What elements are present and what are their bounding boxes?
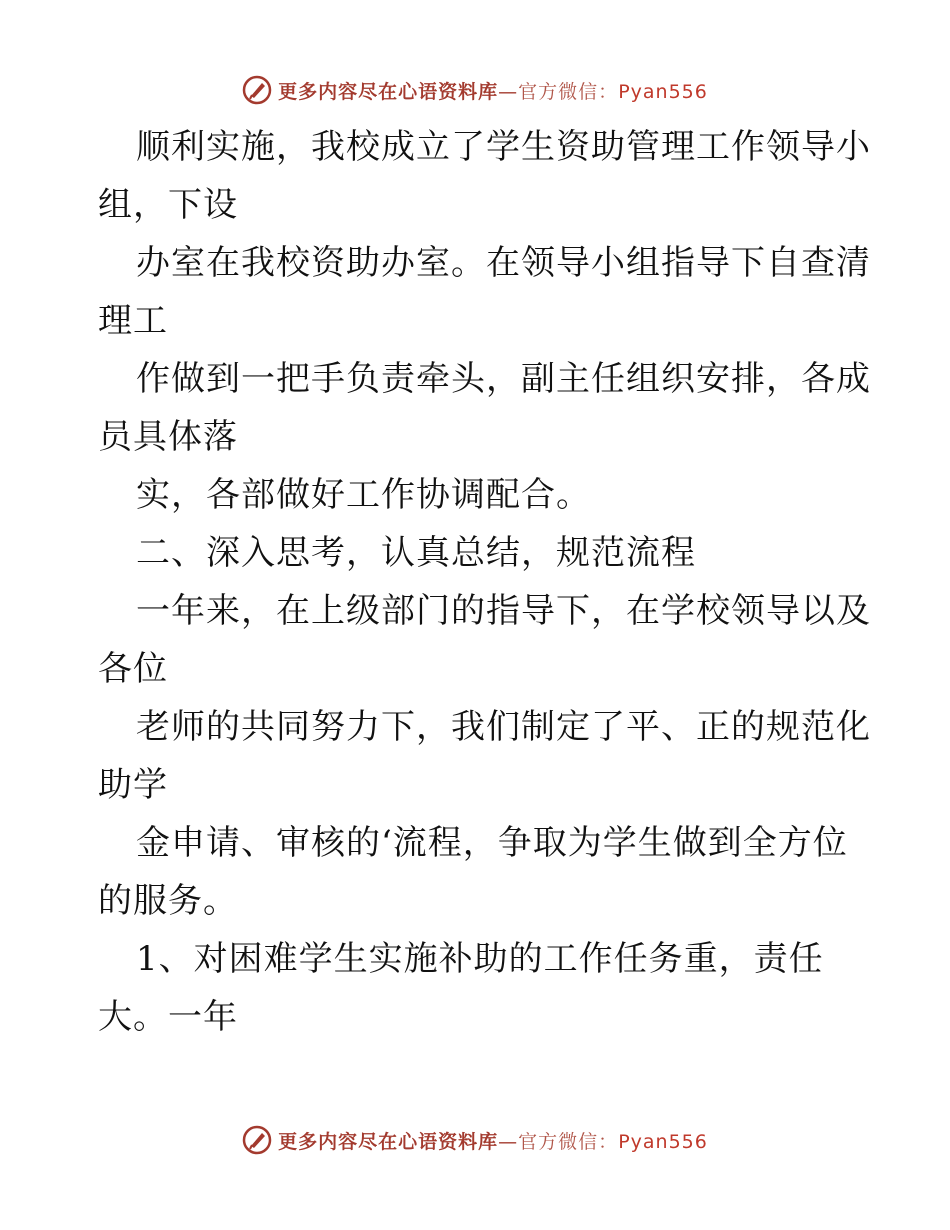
body-line: 老师的共同努力下，我们制定了平、正的规范化 xyxy=(136,707,871,747)
banner-text xyxy=(278,77,708,104)
body-line: 助学 xyxy=(98,765,168,805)
banner-wechat-label: 官方微信： xyxy=(518,80,619,103)
banner-main-text: 更多内容尽在心语资料库 xyxy=(278,1130,499,1153)
body-line: 组，下设 xyxy=(98,185,238,225)
body-line: 一年来，在上级部门的指导下，在学校领导以及 xyxy=(136,591,871,631)
body-line: 办室在我校资助办室。在领导小组指导下自查清 xyxy=(136,243,871,283)
body-line: 理工 xyxy=(98,301,168,341)
body-line: 作做到一把手负责牵头，副主任组织安排，各成 xyxy=(136,359,871,399)
body-line: 顺利实施，我校成立了学生资助管理工作领导小 xyxy=(136,127,871,167)
quill-seal-icon xyxy=(242,75,272,105)
banner-wechat-id: Pyan556 xyxy=(618,80,708,103)
footer-banner xyxy=(0,1120,950,1160)
document-body xyxy=(98,118,871,1046)
banner-wechat-id: Pyan556 xyxy=(618,1130,708,1153)
body-line: 大。一年 xyxy=(98,997,238,1037)
body-line: 1、对困难学生实施补助的工作任务重，责任 xyxy=(136,939,824,979)
body-line: 的服务。 xyxy=(98,881,238,921)
banner-separator: — xyxy=(498,1130,519,1153)
body-line: 金申请、审核的‘流程，争取为学生做到全方位 xyxy=(136,823,848,863)
header-banner xyxy=(0,70,950,110)
body-line: 各位 xyxy=(98,649,168,689)
banner-wechat-label: 官方微信： xyxy=(518,1130,619,1153)
body-line: 实，各部做好工作协调配合。 xyxy=(136,475,591,515)
banner-main-text: 更多内容尽在心语资料库 xyxy=(278,80,499,103)
banner-text xyxy=(278,1127,708,1154)
body-line: 二、深入思考，认真总结，规范流程 xyxy=(136,533,696,573)
quill-seal-icon xyxy=(242,1125,272,1155)
body-line: 员具体落 xyxy=(98,417,238,457)
banner-separator: — xyxy=(498,80,519,103)
